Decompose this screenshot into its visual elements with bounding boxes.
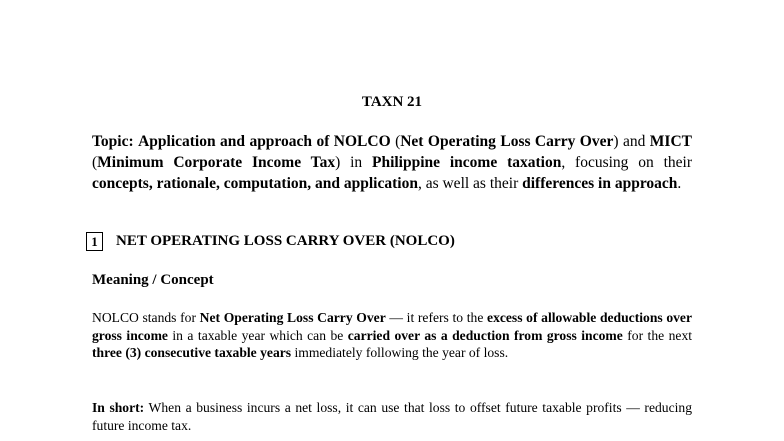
section-heading [86,232,726,251]
topic-paragraph [92,131,692,194]
def-text-6: carried over as a deduction from gross income [347,327,623,343]
topic-text-14: . [677,175,682,192]
topic-text-12: , as well as their [417,175,523,192]
meaning-subheading: Meaning / Concept [92,272,214,288]
topic-text-8: ) in [335,154,372,171]
topic-label: Topic: [92,133,134,150]
topic-text-9: Philippine income taxation [371,154,562,171]
topic-text-3: Net Operating Loss Carry Over [400,133,614,150]
summary-label: In short: [92,400,145,415]
def-text-1: NOLCO stands for [92,310,200,325]
def-text-2: Net Operating Loss Carry Over [199,310,386,325]
topic-text-2: ( [390,133,401,150]
def-text-4: excess of allowable deductions over gross income [92,310,692,343]
def-text-5: in a taxable year which can be [167,327,348,343]
topic-text-13: differences in approach [522,175,678,192]
def-text-7: for the next [622,327,693,343]
topic-text-1: Application and approach of NOLCO [138,133,391,150]
topic-text-6: ( [92,154,98,171]
def-text-9: immediately following the year of loss. [291,345,509,360]
topic-text-11: concepts, rationale, computation, and application [92,175,418,192]
summary-text: When a business incurs a net loss, it can use that loss to offset future taxable profits — reducing future income tax. [92,400,692,433]
document-title: TAXN 21 [361,94,423,110]
section-number-badge: 1 [86,232,103,251]
topic-text-5: MICT [649,133,692,150]
def-text-3: — it refers to the [385,310,488,325]
topic-text-7: Minimum Corporate Income Tax [97,154,336,171]
topic-text-10: , focusing on their [561,154,693,171]
def-text-8: three (3) consecutive taxable years [92,345,292,360]
definition-paragraph [92,309,692,362]
summary-paragraph [92,399,692,434]
topic-text-4: ) and [613,133,650,150]
section-heading-text: NET OPERATING LOSS CARRY OVER (NOLCO) [116,233,455,249]
